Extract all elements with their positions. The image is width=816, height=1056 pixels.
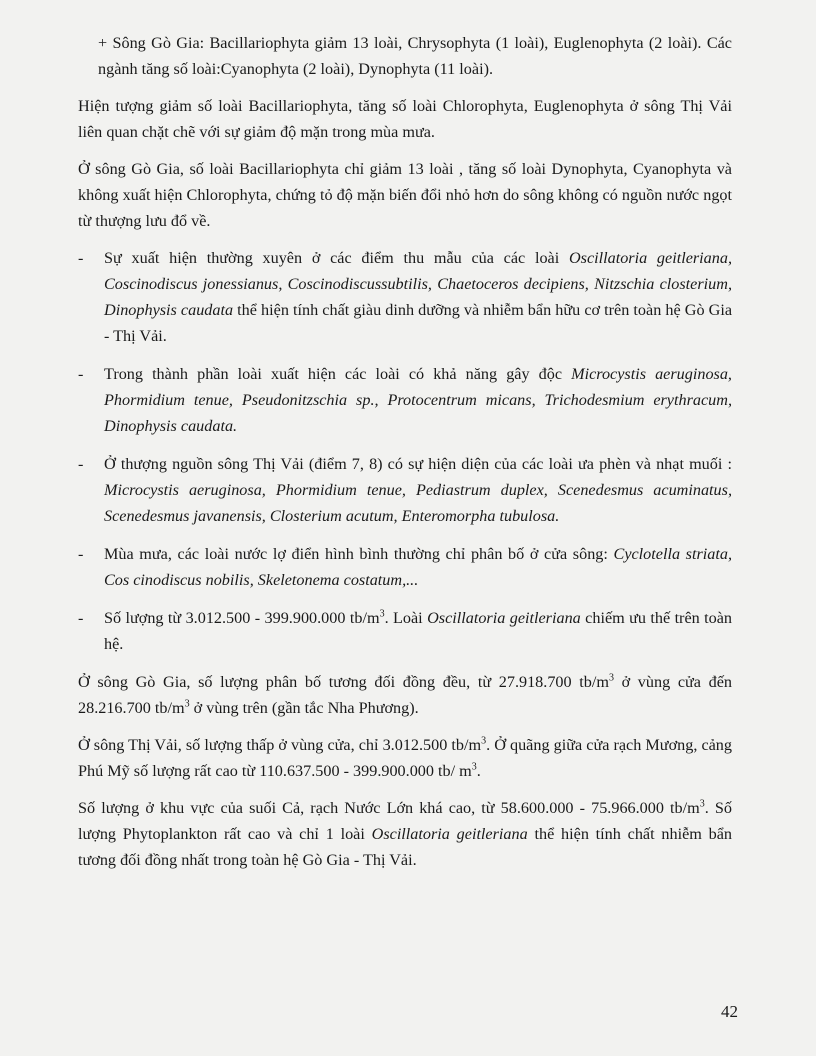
bullet-item-3 bbox=[78, 451, 732, 529]
text-run: thể hiện tính chất nhiễm bẩn tương đối đồng nhất trong toàn hệ Gò Gia - Thị Vải. bbox=[78, 825, 732, 869]
superscript: 3 bbox=[184, 698, 190, 710]
bullet-dash: - bbox=[78, 365, 84, 383]
paragraph-3 bbox=[78, 669, 732, 721]
text-run: Ở sông Gò Gia, số lượng phân bố tương đối đồng đều, từ 27.918.700 tb/m bbox=[78, 673, 609, 691]
superscript: 3 bbox=[699, 798, 705, 810]
text-run: Số lượng ở khu vực của suối Cả, rạch Nước Lớn khá cao, từ 58.600.000 - 75.966.000 tb/m bbox=[78, 799, 700, 817]
bullet-text-pre: Ở thượng nguồn sông Thị Vải (điểm 7, 8) có sự hiện diện của các loài ưa phèn và nhạt muối : bbox=[104, 455, 732, 473]
bullet-item-5 bbox=[78, 605, 732, 657]
text-run: . Ở quãng giữa cửa rạch Mương, cảng Phú Mỹ số lượng rất cao từ 110.637.500 - 399.900.000 tb/ m bbox=[78, 736, 732, 780]
bullet-item-1 bbox=[78, 245, 732, 349]
paragraph-2: Ở sông Gò Gia, số loài Bacillariophyta chỉ giảm 13 loài , tăng số loài Dynophyta, Cyanophyta và không xuất hiện Chlorophyta, chứng tỏ độ mặn biến đổi nhỏ hơn do sông không có nguồn nước ngọt từ thượng lưu đổ về. bbox=[78, 160, 732, 230]
paragraph-4 bbox=[78, 732, 732, 784]
bullet-text-pre: Mùa mưa, các loài nước lợ điển hình bình thường chỉ phân bố ở cửa sông: bbox=[104, 545, 614, 563]
text-run: . bbox=[476, 762, 481, 780]
superscript: 3 bbox=[379, 608, 385, 620]
text-run: . Số lượng Phytoplankton rất cao và chỉ 1 loài bbox=[78, 799, 732, 843]
bullet-text bbox=[104, 541, 732, 593]
bullet-text bbox=[104, 605, 732, 657]
bullet-dash: - bbox=[78, 455, 84, 473]
bullet-text-post: chiếm ưu thế trên toàn hệ. bbox=[104, 609, 733, 653]
bullet-text-pre: Sự xuất hiện thường xuyên ở các điểm thu mẫu của các loài bbox=[104, 249, 569, 267]
page-number: 42 bbox=[721, 1002, 738, 1021]
paragraph-1: Hiện tượng giảm số loài Bacillariophyta, tăng số loài Chlorophyta, Euglenophyta ở sông Thị Vải liên quan chặt chẽ với sự giảm độ mặn trong mùa mưa. bbox=[78, 97, 732, 141]
bullet-text-post: thể hiện tính chất giàu dinh dưỡng và nhiễm bẩn hữu cơ trên toàn hệ Gò Gia - Thị Vải. bbox=[104, 301, 732, 345]
bullet-text-pre: Trong thành phần loài xuất hiện các loài có khả năng gây độc bbox=[104, 365, 572, 383]
species-names: Microcystis aeruginosa, Phormidium tenue, Pediastrum duplex, Scenedesmus acuminatus, Scenedesmus javanensis, Closterium acutum, Enteromorpha tubulosa. bbox=[104, 481, 732, 525]
sub-item-go-gia: + Sông Gò Gia: Bacillariophyta giảm 13 loài, Chrysophyta (1 loài), Euglenophyta (2 loài). Các ngành tăng số loài:Cyanophyta (2 loài), Dynophyta (11 loài). bbox=[98, 34, 732, 78]
text-run: ở vùng cửa đến 28.216.700 tb/m bbox=[78, 673, 732, 717]
bullet-item-2 bbox=[78, 361, 732, 439]
bullet-text bbox=[104, 245, 732, 349]
superscript: 3 bbox=[608, 672, 614, 684]
bullet-text bbox=[104, 451, 732, 529]
species-names: Oscillatoria geitleriana bbox=[427, 609, 581, 627]
bullet-text bbox=[104, 361, 732, 439]
species-names: Oscillatoria geitleriana, Coscinodiscus jonessianus, Coscinodiscussubtilis, Chaetoceros decipiens, Nitzschia closterium, Dinophysis caudata bbox=[104, 249, 733, 319]
bullet-text-pre: Số lượng từ 3.012.500 - 399.900.000 tb/m bbox=[104, 609, 380, 627]
bullet-item-4 bbox=[78, 541, 732, 593]
species-names: Cyclotella striata, Cos cinodiscus nobilis, Skeletonema costatum,... bbox=[104, 545, 732, 589]
text-run: ở vùng trên (gần tắc Nha Phương). bbox=[189, 699, 419, 717]
bullet-dash: - bbox=[78, 609, 84, 627]
superscript: 3 bbox=[481, 735, 487, 747]
bullet-text-mid: . Loài bbox=[384, 609, 428, 627]
text-run: Ở sông Thị Vải, số lượng thấp ở vùng cửa, chỉ 3.012.500 tb/m bbox=[78, 736, 482, 754]
superscript: 3 bbox=[471, 761, 477, 773]
paragraph-5 bbox=[78, 795, 732, 873]
bullet-dash: - bbox=[78, 545, 84, 563]
species-names: Oscillatoria geitleriana bbox=[371, 825, 528, 843]
species-names: Microcystis aeruginosa, Phormidium tenue, Pseudonitzschia sp., Protocentrum micans, Trichodesmium erythracum, Dinophysis caudata. bbox=[104, 365, 732, 435]
bullet-dash: - bbox=[78, 249, 84, 267]
